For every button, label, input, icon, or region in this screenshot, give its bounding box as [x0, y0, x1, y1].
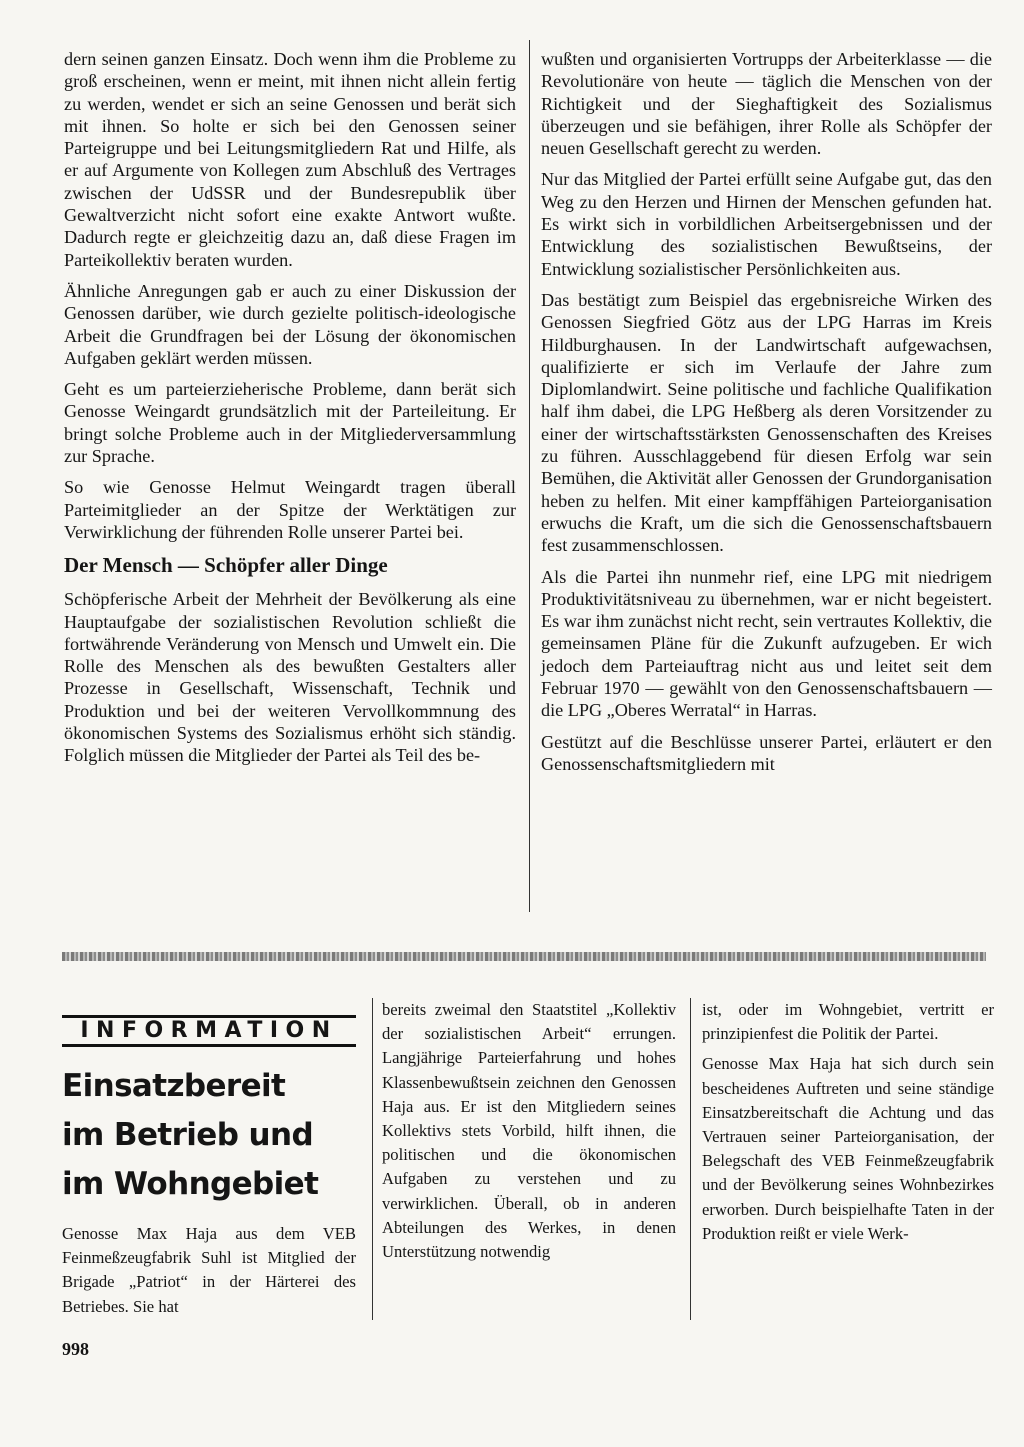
- paragraph: Nur das Mitglied der Partei erfüllt seine Aufgabe gut, das den Weg zu den Herzen und Hirnen der Menschen gefunden hat. Es wirkt sich in vorbildlichen Arbeitsergebnissen und der Entwicklung des sozialistischen Bewußtseins, der Entwicklung sozialistischer Persönlichkeiten aus.: [541, 169, 992, 279]
- info-column-1: [62, 1222, 356, 1325]
- left-text-column: [64, 48, 516, 776]
- paragraph: Genosse Max Haja hat sich durch sein bescheidenes Auftreten und seine ständige Einsatzbereitschaft die Achtung und das Vertrauen seiner Parteiorganisation, der Belegschaft des VEB Feinmeßzeugfabrik und der Bevölkerung seines Wohnbezirkes erworben. Durch beispielhafte Taten in der Produktion reißt er viele Werk-: [702, 1054, 994, 1243]
- column-divider: [529, 40, 530, 912]
- paragraph: Schöpferische Arbeit der Mehrheit der Bevölkerung als eine Hauptaufgabe der sozialistischen Revolution schließt die fortwährende Veränderung von Mensch und Umwelt ein. Die Rolle des Menschen als des bewußten Gestalters aller Prozesse in Gesellschaft, Wissenschaft, Technik und Produktion und bei der weiteren Vervollkommnung des ökonomischen Systems des Sozialismus erhöht sich ständig. Folglich müssen die Mitglieder der Partei als Teil des be-: [64, 589, 516, 766]
- column-divider: [690, 998, 691, 1320]
- info-headline: [62, 1062, 362, 1209]
- paragraph: bereits zweimal den Staatstitel „Kollektiv der sozialistischen Arbeit“ errungen. Langjährige Parteierfahrung und hohes Klassenbewußtsein zeichnen den Genossen Haja aus. Er ist den Mitgliedern seines Kollektivs stets Vorbild, hilft ihnen, die politischen und die ökonomischen Aufgaben zu verstehen und zu verwirklichen. Überall, ob in anderen Abteilungen des Werkes, in denen Unterstützung notwendig: [382, 1000, 676, 1262]
- paragraph: dern seinen ganzen Einsatz. Doch wenn ihm die Probleme zu groß erscheinen, wenn er meint, mit ihnen nicht allein fertig zu werden, wendet er sich an seine Genossen und berät sich mit ihnen. So holte er sich bei den Genossen seiner Parteigruppe und bei Leitungsmitgliedern Rat und Hilfe, als er auf Argumente von Kollegen zum Abschluß des Vertrages zwischen der UdSSR und der Bundesrepublik über Gewaltverzicht nicht sofort eine exakte Antwort wußte. Dadurch regte er gleichzeitig dazu an, daß diese Fragen im Parteikollektiv beraten wurden.: [64, 49, 516, 270]
- paragraph: Ähnliche Anregungen gab er auch zu einer Diskussion der Genossen darüber, wie durch gezielte politisch-ideologische Arbeit die Grundfragen bei der Lösung der ökonomischen Aufgaben geklärt werden müssen.: [64, 280, 516, 368]
- banner-label: INFORMATION: [80, 1018, 338, 1043]
- paragraph: Das bestätigt zum Beispiel das ergebnisreiche Wirken des Genossen Siegfried Götz aus der LPG Harras im Kreis Hildburghausen. In der Landwirtschaft aufgewachsen, qualifizierte er sich im Verlaufe der Jahre zum Diplomlandwirt. Seine politische und fachliche Qualifikation half ihm dabei, die LPG Heßberg als deren Vorsitzender zu einer der wirtschaftsstärksten Genossenschaften des Kreises zu führen. Ausschlaggebend für diesen Erfolg war sein Bemühen, die Aktivität aller Genossen der Grundorganisation heben zu helfen. Mit einer kampffähigen Parteiorganisation erwuchs die Kraft, um die sich die Genossenschaftsbauern fest zusammenschlossen.: [541, 289, 992, 556]
- headline-line: Einsatzbereit: [62, 1068, 286, 1104]
- information-banner: [62, 1015, 356, 1047]
- paragraph: So wie Genosse Helmut Weingardt tragen überall Parteimitglieder an der Spitze der Werktätigen zur Verwirklichung der führenden Rolle unserer Partei bei.: [64, 477, 516, 542]
- section-heading: Der Mensch — Schöpfer aller Dinge: [64, 553, 388, 578]
- paragraph: Als die Partei ihn nunmehr rief, eine LPG mit niedrigem Produktivitätsniveau zu übernehmen, war er nicht begeistert. Es war ihm zunächst nicht recht, sein vertrautes Kollektiv, die gemeinsamen Pläne für die Zukunft aufzugeben. Er wich jedoch dem Parteiauftrag nicht aus und leitet seit dem Februar 1970 — gewählt von den Genossenschaftsbauern — die LPG „Oberes Werratal“ in Harras.: [541, 566, 992, 721]
- dotted-separator: [62, 952, 986, 961]
- paragraph: wußten und organisierten Vortrupps der Arbeiterklasse — die Revolutionäre von heute — täglich die Menschen von der Richtigkeit und der Sieghaftigkeit des Sozialismus überzeugen und sie befähigen, ihrer Rolle als Schöpfer der neuen Gesellschaft gerecht zu werden.: [541, 49, 992, 159]
- info-column-2: [382, 998, 676, 1270]
- paragraph: Genosse Max Haja aus dem VEB Feinmeßzeugfabrik Suhl ist Mitglied der Brigade „Patriot“ in der Härterei des Betriebes. Sie hat: [62, 1224, 356, 1316]
- headline-line: im Wohngebiet: [62, 1166, 319, 1202]
- column-divider: [372, 998, 373, 1320]
- headline-line: im Betrieb und: [62, 1117, 314, 1153]
- right-text-column: [541, 48, 992, 784]
- paragraph: Gestützt auf die Beschlüsse unserer Partei, erläutert er den Genossenschaftsmitgliedern mit: [541, 731, 992, 774]
- paragraph: ist, oder im Wohngebiet, vertritt er prinzipienfest die Politik der Partei.: [702, 1000, 994, 1044]
- page-number: 998: [62, 1339, 89, 1359]
- paragraph: Geht es um parteierzieherische Probleme, dann berät sich Genosse Weingardt grundsätzlich mit der Parteileitung. Er bringt solche Probleme auch in der Mitgliederversammlung zur Sprache.: [64, 379, 516, 467]
- info-column-3: [702, 998, 994, 1252]
